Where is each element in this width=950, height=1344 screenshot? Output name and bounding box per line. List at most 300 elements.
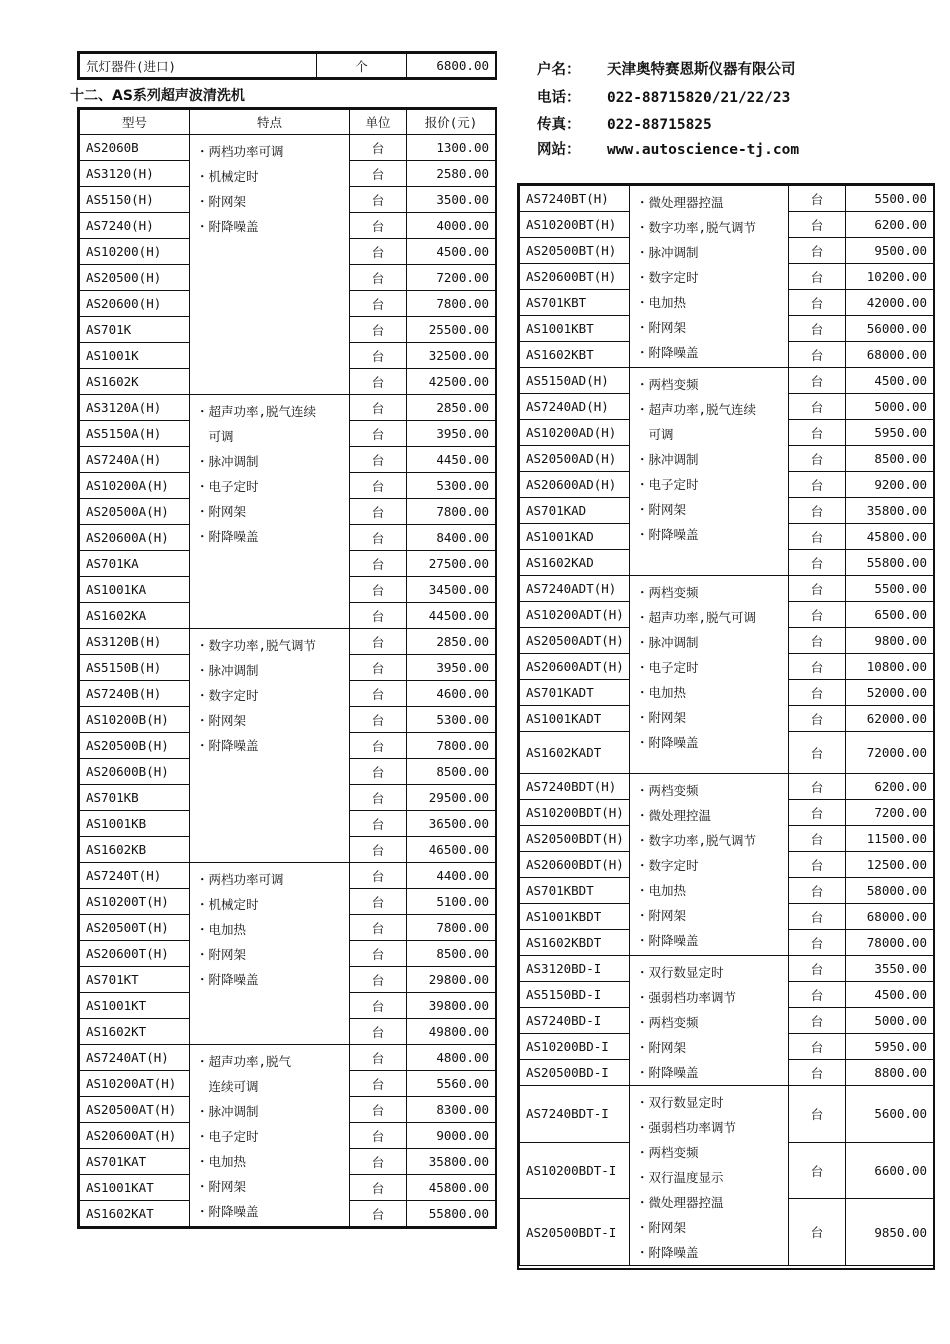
unit-cell: 台 xyxy=(350,421,407,447)
unit-cell: 台 xyxy=(350,967,407,993)
unit-cell: 台 xyxy=(350,785,407,811)
header-unit: 单位 xyxy=(350,110,407,135)
price-cell: 68000.00 xyxy=(846,904,934,930)
price-cell: 35800.00 xyxy=(846,498,934,524)
unit-cell: 台 xyxy=(789,186,846,212)
feature-item: ・ 电子定时 xyxy=(196,474,343,499)
unit-cell: 台 xyxy=(350,889,407,915)
model-cell: AS20600BT(H) xyxy=(520,264,630,290)
feature-item: ・ 电子定时 xyxy=(196,1124,343,1149)
feature-item: ・ 电子定时 xyxy=(636,472,782,497)
unit-cell: 台 xyxy=(789,524,846,550)
top-item-name: 氘灯器件(进口) xyxy=(80,54,317,78)
price-cell: 44500.00 xyxy=(407,603,496,629)
unit-cell: 台 xyxy=(350,265,407,291)
price-cell: 29500.00 xyxy=(407,785,496,811)
model-cell: AS3120A(H) xyxy=(80,395,190,421)
feature-item: ・ 两档功率可调 xyxy=(196,867,343,892)
top-item-unit: 个 xyxy=(317,54,407,78)
model-cell: AS701K xyxy=(80,317,190,343)
feature-item: ・ 电加热 xyxy=(196,1149,343,1174)
unit-cell: 台 xyxy=(789,732,846,774)
price-cell: 4000.00 xyxy=(407,213,496,239)
price-cell: 1300.00 xyxy=(407,135,496,161)
price-cell: 4600.00 xyxy=(407,681,496,707)
model-cell: AS20500AT(H) xyxy=(80,1097,190,1123)
top-item-row xyxy=(80,54,496,78)
table-row xyxy=(520,774,934,800)
unit-cell: 台 xyxy=(350,187,407,213)
model-cell: AS7240BD-I xyxy=(520,1008,630,1034)
price-cell: 45800.00 xyxy=(846,524,934,550)
unit-cell: 台 xyxy=(350,291,407,317)
unit-cell: 台 xyxy=(350,239,407,265)
price-cell: 4800.00 xyxy=(407,1045,496,1071)
price-cell: 56000.00 xyxy=(846,316,934,342)
feature-item: ・ 附降噪盖 xyxy=(196,524,343,549)
unit-cell: 台 xyxy=(350,1123,407,1149)
feature-list xyxy=(630,1086,789,1266)
price-cell: 2580.00 xyxy=(407,161,496,187)
top-item-box xyxy=(77,51,497,80)
feature-item: ・ 微处理器控温 xyxy=(636,1190,782,1215)
feature-item: ・ 电加热 xyxy=(636,290,782,315)
price-cell: 7200.00 xyxy=(846,800,934,826)
price-cell: 8500.00 xyxy=(407,941,496,967)
model-cell: AS1602KBT xyxy=(520,342,630,368)
unit-cell: 台 xyxy=(350,395,407,421)
feature-item: ・ 强弱档功率调节 xyxy=(636,1115,782,1140)
model-cell: AS1001K xyxy=(80,343,190,369)
model-cell: AS3120(H) xyxy=(80,161,190,187)
unit-cell: 台 xyxy=(789,1142,846,1199)
table-row xyxy=(80,135,496,161)
price-cell: 29800.00 xyxy=(407,967,496,993)
model-cell: AS1001KA xyxy=(80,577,190,603)
model-cell: AS20600(H) xyxy=(80,291,190,317)
feature-item: ・ 附网架 xyxy=(196,189,343,214)
price-cell: 55800.00 xyxy=(846,550,934,576)
company-web: www.autoscience-tj.com xyxy=(607,142,800,158)
unit-cell: 台 xyxy=(350,1019,407,1045)
feature-item: ・ 附降噪盖 xyxy=(636,928,782,953)
price-cell: 52000.00 xyxy=(846,680,934,706)
price-cell: 27500.00 xyxy=(407,551,496,577)
price-cell: 7800.00 xyxy=(407,733,496,759)
feature-item: ・ 附网架 xyxy=(196,499,343,524)
price-cell: 42500.00 xyxy=(407,369,496,395)
unit-cell: 台 xyxy=(350,655,407,681)
header-price: 报价(元) xyxy=(407,110,496,135)
feature-item: ・ 脉冲调制 xyxy=(196,1099,343,1124)
company-phone-label: 电话： xyxy=(537,90,581,106)
table-row xyxy=(520,368,934,394)
unit-cell: 台 xyxy=(350,681,407,707)
unit-cell: 台 xyxy=(789,680,846,706)
unit-cell: 台 xyxy=(350,369,407,395)
unit-cell: 台 xyxy=(350,941,407,967)
price-cell: 5950.00 xyxy=(846,1034,934,1060)
feature-item: ・ 强弱档功率调节 xyxy=(636,985,782,1010)
unit-cell: 台 xyxy=(789,238,846,264)
unit-cell: 台 xyxy=(789,290,846,316)
price-cell: 5950.00 xyxy=(846,420,934,446)
company-web-label: 网站： xyxy=(537,142,581,158)
feature-item: ・ 附降噪盖 xyxy=(196,967,343,992)
feature-item: ・ 脉冲调制 xyxy=(636,240,782,265)
model-cell: AS701KT xyxy=(80,967,190,993)
table-row xyxy=(520,186,934,212)
company-fax-label: 传真： xyxy=(537,117,581,133)
price-cell: 6500.00 xyxy=(846,602,934,628)
price-cell: 9500.00 xyxy=(846,238,934,264)
model-cell: AS20600T(H) xyxy=(80,941,190,967)
model-cell: AS20600AT(H) xyxy=(80,1123,190,1149)
model-cell: AS1602KT xyxy=(80,1019,190,1045)
price-cell: 5000.00 xyxy=(846,1008,934,1034)
price-cell: 5000.00 xyxy=(846,394,934,420)
model-cell: AS1001KADT xyxy=(520,706,630,732)
unit-cell: 台 xyxy=(789,774,846,800)
model-cell: AS7240AT(H) xyxy=(80,1045,190,1071)
price-cell: 68000.00 xyxy=(846,342,934,368)
feature-item: ・ 附降噪盖 xyxy=(636,1240,782,1265)
price-cell: 9800.00 xyxy=(846,628,934,654)
feature-list xyxy=(190,629,350,863)
company-name-line xyxy=(537,58,796,79)
model-cell: AS10200AD(H) xyxy=(520,420,630,446)
unit-cell: 台 xyxy=(350,1149,407,1175)
feature-item: ・ 两档变频 xyxy=(636,778,782,803)
feature-list xyxy=(630,774,789,956)
unit-cell: 台 xyxy=(350,603,407,629)
feature-item: ・ 脉冲调制 xyxy=(636,630,782,655)
model-cell: AS10200A(H) xyxy=(80,473,190,499)
feature-item: ・ 电加热 xyxy=(196,917,343,942)
company-web-line xyxy=(537,138,799,159)
price-cell: 5500.00 xyxy=(846,186,934,212)
feature-item: ・ 机械定时 xyxy=(196,892,343,917)
feature-item: ・ 电加热 xyxy=(636,878,782,903)
company-phone-line xyxy=(537,86,790,107)
price-cell: 55800.00 xyxy=(407,1201,496,1227)
feature-item: ・ 两档变频 xyxy=(636,1140,782,1165)
model-cell: AS20500B(H) xyxy=(80,733,190,759)
left-price-table xyxy=(77,107,497,1229)
table-row xyxy=(80,1045,496,1071)
model-cell: AS1602KA xyxy=(80,603,190,629)
feature-item: ・ 数字定时 xyxy=(636,853,782,878)
model-cell: AS1001KBDT xyxy=(520,904,630,930)
unit-cell: 台 xyxy=(789,1086,846,1143)
feature-item: ・ 数字功率,脱气调节 xyxy=(196,633,343,658)
unit-cell: 台 xyxy=(350,577,407,603)
model-cell: AS20500T(H) xyxy=(80,915,190,941)
feature-item: ・ 两档变频 xyxy=(636,372,782,397)
price-cell: 7800.00 xyxy=(407,915,496,941)
model-cell: AS7240T(H) xyxy=(80,863,190,889)
feature-item: 连续可调 xyxy=(196,1079,259,1094)
model-cell: AS701KBT xyxy=(520,290,630,316)
feature-item: ・ 附降噪盖 xyxy=(636,522,782,547)
price-cell: 8300.00 xyxy=(407,1097,496,1123)
model-cell: AS20500AD(H) xyxy=(520,446,630,472)
model-cell: AS701KADT xyxy=(520,680,630,706)
feature-list xyxy=(630,186,789,368)
price-cell: 5300.00 xyxy=(407,473,496,499)
unit-cell: 台 xyxy=(350,1097,407,1123)
feature-item: ・ 附网架 xyxy=(636,903,782,928)
price-cell: 58000.00 xyxy=(846,878,934,904)
unit-cell: 台 xyxy=(350,629,407,655)
model-cell: AS7240B(H) xyxy=(80,681,190,707)
unit-cell: 台 xyxy=(789,904,846,930)
section-title: 十二、AS系列超声波清洗机 xyxy=(70,88,245,104)
feature-item: ・ 附网架 xyxy=(636,1215,782,1240)
feature-list xyxy=(190,135,350,395)
model-cell: AS1602KAT xyxy=(80,1201,190,1227)
price-cell: 39800.00 xyxy=(407,993,496,1019)
unit-cell: 台 xyxy=(350,837,407,863)
unit-cell: 台 xyxy=(789,800,846,826)
unit-cell: 台 xyxy=(350,1071,407,1097)
model-cell: AS20600ADT(H) xyxy=(520,654,630,680)
feature-item: ・ 附降噪盖 xyxy=(196,214,343,239)
unit-cell: 台 xyxy=(789,654,846,680)
company-name: 天津奥特赛恩斯仪器有限公司 xyxy=(607,62,796,78)
unit-cell: 台 xyxy=(789,342,846,368)
model-cell: AS5150(H) xyxy=(80,187,190,213)
price-cell: 6200.00 xyxy=(846,212,934,238)
model-cell: AS20500ADT(H) xyxy=(520,628,630,654)
feature-item: ・ 两档功率可调 xyxy=(196,139,343,164)
feature-item: ・ 附降噪盖 xyxy=(196,733,343,758)
feature-item: ・ 数字功率,脱气调节 xyxy=(636,215,782,240)
feature-item: ・ 脉冲调制 xyxy=(196,449,343,474)
feature-item: ・ 两档变频 xyxy=(636,1010,782,1035)
unit-cell: 台 xyxy=(789,956,846,982)
unit-cell: 台 xyxy=(350,213,407,239)
model-cell: AS1602KBDT xyxy=(520,930,630,956)
unit-cell: 台 xyxy=(350,863,407,889)
unit-cell: 台 xyxy=(350,447,407,473)
price-cell: 25500.00 xyxy=(407,317,496,343)
model-cell: AS10200(H) xyxy=(80,239,190,265)
unit-cell: 台 xyxy=(789,1034,846,1060)
price-cell: 5600.00 xyxy=(846,1086,934,1143)
feature-item: ・ 超声功率,脱气连续 xyxy=(196,399,343,424)
model-cell: AS3120B(H) xyxy=(80,629,190,655)
feature-list xyxy=(190,1045,350,1227)
feature-list xyxy=(630,368,789,576)
feature-item: ・ 双行数显定时 xyxy=(636,960,782,985)
model-cell: AS1001KT xyxy=(80,993,190,1019)
model-cell: AS10200BDT(H) xyxy=(520,800,630,826)
top-item-price: 6800.00 xyxy=(407,54,496,78)
model-cell: AS10200BT(H) xyxy=(520,212,630,238)
unit-cell: 台 xyxy=(789,878,846,904)
table-row xyxy=(80,395,496,421)
unit-cell: 台 xyxy=(350,707,407,733)
unit-cell: 台 xyxy=(789,446,846,472)
model-cell: AS7240BT(H) xyxy=(520,186,630,212)
model-cell: AS701KA xyxy=(80,551,190,577)
feature-item: ・ 电子定时 xyxy=(636,655,782,680)
feature-item: ・ 数字功率,脱气调节 xyxy=(636,828,782,853)
price-cell: 46500.00 xyxy=(407,837,496,863)
unit-cell: 台 xyxy=(789,316,846,342)
model-cell: AS7240ADT(H) xyxy=(520,576,630,602)
model-cell: AS1602KADT xyxy=(520,732,630,774)
feature-item: 可调 xyxy=(636,427,674,442)
unit-cell: 台 xyxy=(350,1045,407,1071)
price-cell: 36500.00 xyxy=(407,811,496,837)
unit-cell: 台 xyxy=(350,1201,407,1227)
price-cell: 72000.00 xyxy=(846,732,934,774)
price-cell: 8500.00 xyxy=(846,446,934,472)
model-cell: AS7240AD(H) xyxy=(520,394,630,420)
model-cell: AS701KAT xyxy=(80,1149,190,1175)
unit-cell: 台 xyxy=(789,1199,846,1266)
model-cell: AS1602KB xyxy=(80,837,190,863)
unit-cell: 台 xyxy=(350,317,407,343)
model-cell: AS20600AD(H) xyxy=(520,472,630,498)
company-name-label: 户名： xyxy=(537,62,581,78)
feature-list xyxy=(190,863,350,1045)
price-cell: 6600.00 xyxy=(846,1142,934,1199)
model-cell: AS7240A(H) xyxy=(80,447,190,473)
unit-cell: 台 xyxy=(350,811,407,837)
unit-cell: 台 xyxy=(350,759,407,785)
price-cell: 6200.00 xyxy=(846,774,934,800)
price-cell: 7800.00 xyxy=(407,291,496,317)
price-cell: 5560.00 xyxy=(407,1071,496,1097)
unit-cell: 台 xyxy=(789,368,846,394)
unit-cell: 台 xyxy=(350,915,407,941)
model-cell: AS10200ADT(H) xyxy=(520,602,630,628)
left-header-row xyxy=(80,110,496,135)
unit-cell: 台 xyxy=(350,525,407,551)
unit-cell: 台 xyxy=(789,1008,846,1034)
price-cell: 9850.00 xyxy=(846,1199,934,1266)
price-cell: 10800.00 xyxy=(846,654,934,680)
unit-cell: 台 xyxy=(789,706,846,732)
model-cell: AS5150A(H) xyxy=(80,421,190,447)
model-cell: AS20500BD-I xyxy=(520,1060,630,1086)
model-cell: AS1001KAT xyxy=(80,1175,190,1201)
model-cell: AS1602K xyxy=(80,369,190,395)
unit-cell: 台 xyxy=(350,473,407,499)
unit-cell: 台 xyxy=(350,161,407,187)
price-cell: 11500.00 xyxy=(846,826,934,852)
feature-item: ・ 超声功率,脱气连续 xyxy=(636,397,782,422)
unit-cell: 台 xyxy=(789,852,846,878)
unit-cell: 台 xyxy=(789,550,846,576)
price-cell: 10200.00 xyxy=(846,264,934,290)
model-cell: AS20500(H) xyxy=(80,265,190,291)
model-cell: AS7240BDT(H) xyxy=(520,774,630,800)
feature-item: ・ 附网架 xyxy=(636,315,782,340)
model-cell: AS701KB xyxy=(80,785,190,811)
unit-cell: 台 xyxy=(789,1060,846,1086)
model-cell: AS5150B(H) xyxy=(80,655,190,681)
price-cell: 4450.00 xyxy=(407,447,496,473)
price-cell: 35800.00 xyxy=(407,1149,496,1175)
feature-item: ・ 附降噪盖 xyxy=(196,1199,343,1224)
price-cell: 4400.00 xyxy=(407,863,496,889)
price-cell: 8800.00 xyxy=(846,1060,934,1086)
feature-item: ・ 附降噪盖 xyxy=(636,730,782,755)
price-cell: 8400.00 xyxy=(407,525,496,551)
unit-cell: 台 xyxy=(789,498,846,524)
unit-cell: 台 xyxy=(789,576,846,602)
model-cell: AS10200BDT-I xyxy=(520,1142,630,1199)
model-cell: AS5150AD(H) xyxy=(520,368,630,394)
price-cell: 2850.00 xyxy=(407,395,496,421)
price-cell: 42000.00 xyxy=(846,290,934,316)
header-feature: 特点 xyxy=(190,110,350,135)
price-cell: 5100.00 xyxy=(407,889,496,915)
price-cell: 3500.00 xyxy=(407,187,496,213)
price-cell: 5300.00 xyxy=(407,707,496,733)
price-cell: 3950.00 xyxy=(407,421,496,447)
unit-cell: 台 xyxy=(789,420,846,446)
feature-list xyxy=(630,576,789,774)
unit-cell: 台 xyxy=(350,551,407,577)
price-cell: 4500.00 xyxy=(846,982,934,1008)
header-model: 型号 xyxy=(80,110,190,135)
feature-item: 可调 xyxy=(196,429,234,444)
feature-item: ・ 双行数显定时 xyxy=(636,1090,782,1115)
price-cell: 3950.00 xyxy=(407,655,496,681)
feature-item: ・ 机械定时 xyxy=(196,164,343,189)
company-fax: 022-88715825 xyxy=(607,117,712,133)
feature-item: ・ 附网架 xyxy=(636,1035,782,1060)
model-cell: AS701KBDT xyxy=(520,878,630,904)
price-cell: 78000.00 xyxy=(846,930,934,956)
model-cell: AS20500BT(H) xyxy=(520,238,630,264)
price-cell: 5500.00 xyxy=(846,576,934,602)
model-cell: AS10200BD-I xyxy=(520,1034,630,1060)
feature-item: ・ 双行温度显示 xyxy=(636,1165,782,1190)
feature-item: ・ 附降噪盖 xyxy=(636,340,782,365)
model-cell: AS20600A(H) xyxy=(80,525,190,551)
unit-cell: 台 xyxy=(789,982,846,1008)
feature-item: ・ 电加热 xyxy=(636,680,782,705)
model-cell: AS1001KB xyxy=(80,811,190,837)
unit-cell: 台 xyxy=(789,826,846,852)
model-cell: AS7240(H) xyxy=(80,213,190,239)
price-cell: 8500.00 xyxy=(407,759,496,785)
unit-cell: 台 xyxy=(789,930,846,956)
feature-list xyxy=(190,395,350,629)
model-cell: AS5150BD-I xyxy=(520,982,630,1008)
company-fax-line xyxy=(537,113,712,134)
feature-item: ・ 附网架 xyxy=(636,705,782,730)
right-price-table xyxy=(517,183,935,1270)
model-cell: AS1001KBT xyxy=(520,316,630,342)
model-cell: AS10200AT(H) xyxy=(80,1071,190,1097)
unit-cell: 台 xyxy=(789,472,846,498)
model-cell: AS3120BD-I xyxy=(520,956,630,982)
feature-item: ・ 附降噪盖 xyxy=(636,1060,782,1085)
price-cell: 3550.00 xyxy=(846,956,934,982)
table-row xyxy=(520,1086,934,1143)
feature-item: ・ 附网架 xyxy=(196,708,343,733)
unit-cell: 台 xyxy=(350,733,407,759)
unit-cell: 台 xyxy=(789,602,846,628)
unit-cell: 台 xyxy=(350,1175,407,1201)
